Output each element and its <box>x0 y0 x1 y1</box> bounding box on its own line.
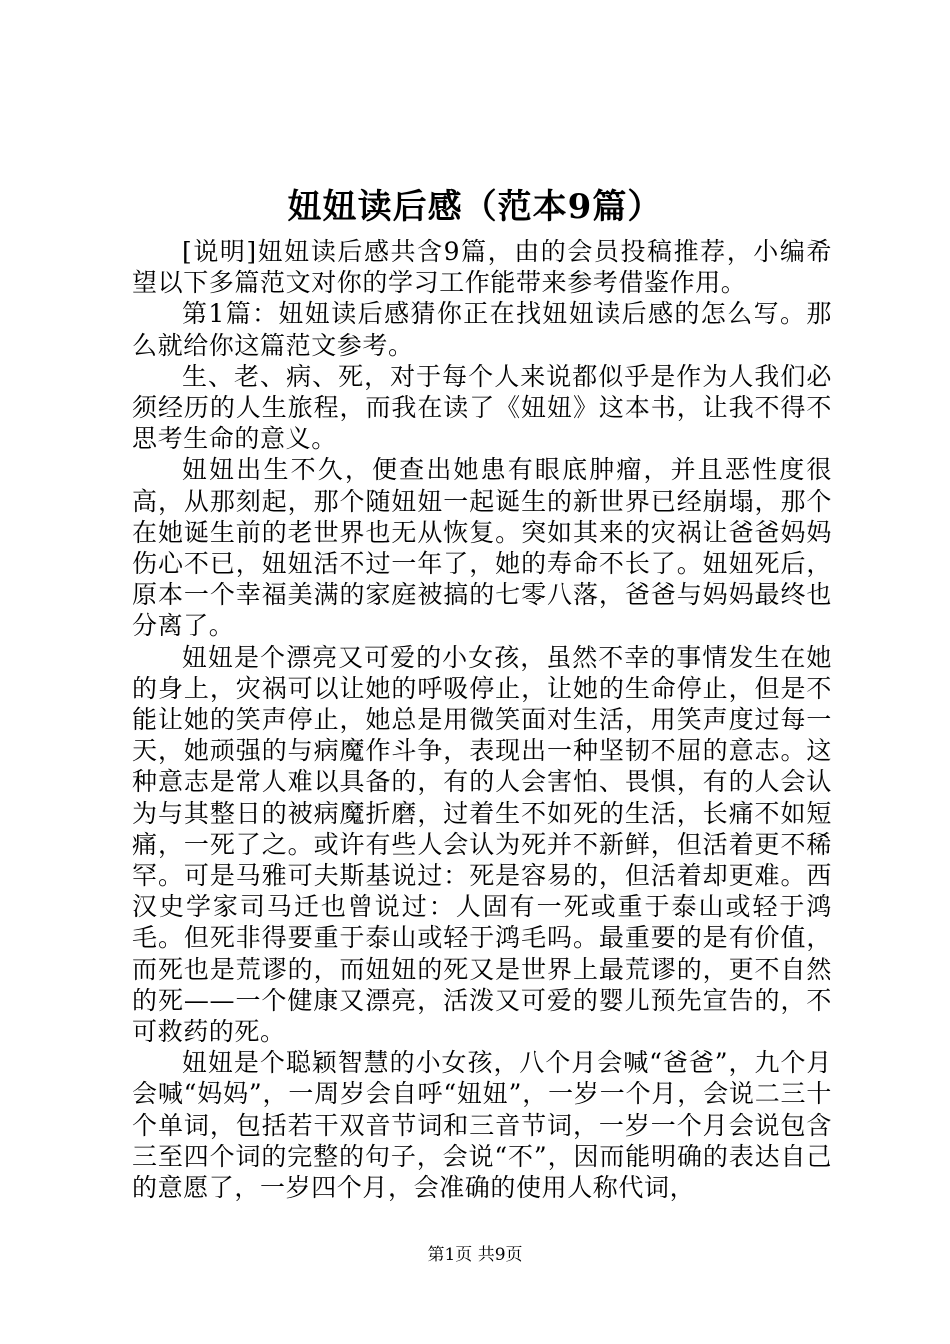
paragraph-diagnosis: 妞妞出生不久，便查出她患有眼底肿瘤，并且恶性度很高，从那刻起，那个随妞妞一起诞生的新世界已经崩塌，那个在她诞生前的老世界也无从恢复。突如其来的灾祸让爸爸妈妈伤心不已，妞妞活不过一年了，她的寿命不长了。妞妞死后，原本一个幸福美满的家庭被搞的七零八落，爸爸与妈妈最终也分离了。 <box>132 455 832 641</box>
document-title: 妞妞读后感（范本9篇） <box>287 187 663 227</box>
page-footer: 第1页 共9页 <box>427 1245 523 1265</box>
paragraph-intro: [说明]妞妞读后感共含9篇，由的会员投稿推荐，小编希望以下多篇范文对你的学习工作能带来参考借鉴作用。 <box>132 237 832 298</box>
paragraph-life-meaning: 生、老、病、死，对于每个人来说都似乎是作为人我们必须经历的人生旅程，而我在读了《妞妞》这本书，让我不得不思考生命的意义。 <box>132 361 832 454</box>
paragraph-courage: 妞妞是个漂亮又可爱的小女孩，虽然不幸的事情发生在她的身上，灾祸可以让她的呼吸停止，让她的生命停止，但是不能让她的笑声停止，她总是用微笑面对生活，用笑声度过每一天，她顽强的与病魔作斗争，表现出一种坚韧不屈的意志。这种意志是常人难以具备的，有的人会害怕、畏惧，有的人会认为与其整日的被病魔折磨，过着生不如死的生活，长痛不如短痛，一死了之。或许有些人会认为死并不新鲜，但活着更不稀罕。可是马雅可夫斯基说过：死是容易的，但活着却更难。西汉史学家司马迁也曾说过：人固有一死或重于泰山或轻于鸿毛。但死非得要重于泰山或轻于鸿毛吗。最重要的是有价值，而死也是荒谬的，而妞妞的死又是世界上最荒谬的，更不自然的死——一个健康又漂亮，活泼又可爱的婴儿预先宣告的，不可救药的死。 <box>132 642 832 1047</box>
paragraph-part-1-heading: 第1篇：妞妞读后感猜你正在找妞妞读后感的怎么写。那么就给你这篇范文参考。 <box>132 299 832 360</box>
document-body <box>132 236 832 1203</box>
paragraph-intelligence: 妞妞是个聪颖智慧的小女孩，八个月会喊“爸爸”，九个月会喊“妈妈”，一周岁会自呼“妞妞”，一岁一个月，会说二三十个单词，包括若干双音节词和三音节词，一岁一个月会说包含三至四个词的完整的句子，会说“不”，因而能明确的表达自己的意愿了，一岁四个月，会准确的使用人称代词， <box>132 1048 832 1203</box>
